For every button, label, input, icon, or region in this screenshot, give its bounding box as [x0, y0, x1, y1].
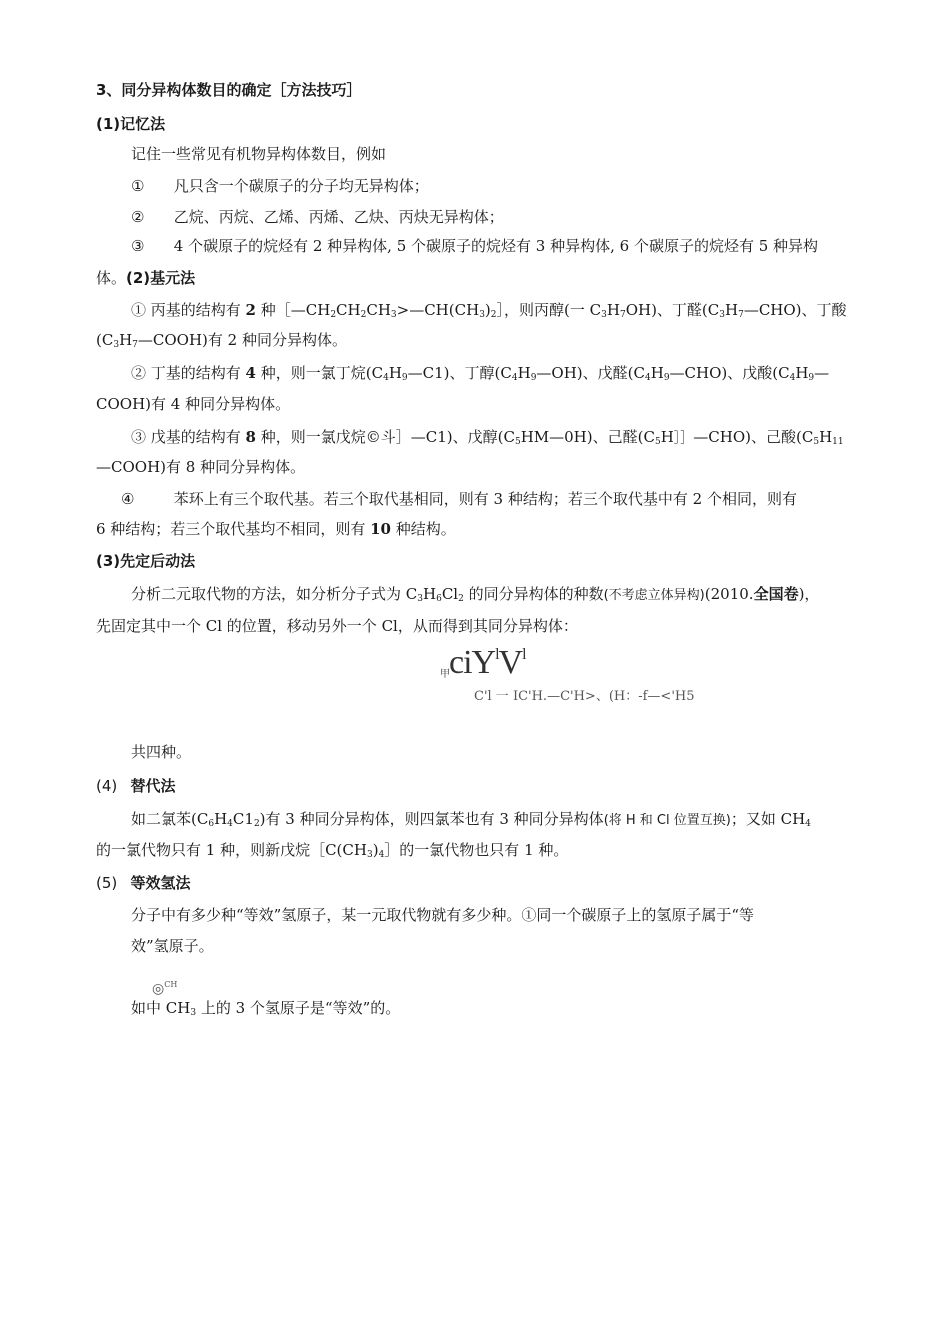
wrap-text: 体。 — [96, 269, 127, 287]
radical-line-2: $(C_3H_7—COOH)$有 2 种同分异构体。 — [96, 331, 347, 350]
equivalent-h-line-2: 效”氢原子。 — [131, 937, 214, 955]
radical-line-8: 6 种结构；若三个取代基均不相同，则有 10 种结构。 — [96, 520, 456, 538]
memory-item-3 — [131, 236, 818, 256]
section-title: 3、同分异构体数目的确定［方法技巧］ — [96, 81, 362, 99]
heading-radical-method: (2)基元法 — [126, 269, 196, 287]
item-number: ④ — [121, 490, 135, 508]
item-number: ① — [131, 177, 145, 195]
item-text: 乙烷、丙烷、乙烯、丙烯、乙炔、丙炔无异构体； — [173, 208, 504, 226]
memory-item-2 — [131, 207, 504, 227]
ring-glyph: ◎ — [152, 981, 165, 997]
toluene-structure-mark — [152, 980, 177, 997]
fix-move-line-2: 先固定其中一个 Cl 的位置，移动另外一个 Cl，从而得到其同分异构体： — [96, 617, 578, 635]
heading-equivalent-h-method — [96, 873, 191, 893]
radical-line-3: ② 丁基的结构有 4 种，则一氯丁烷$(C_4H_9—C1)$、丁醇$(C_4H_9—OH)$、戊醛$(C_4H_9—CHO)$、戊酸($C_4H_9—$ — [131, 364, 830, 383]
ch-label: CH — [164, 980, 178, 989]
fix-move-line-3: 共四种。 — [131, 743, 192, 761]
item-number: ③ — [131, 237, 145, 255]
item-text: 4 个碳原子的烷烃有 2 种异构体, 5 个碳原子的烷烃有 3 种异构体, 6 个碳原子的烷烃有 5 种异构 — [173, 237, 819, 255]
heading-memory-method: (1)记忆法 — [96, 115, 166, 133]
note-swap: (将 H 和 Cl 位置互换) — [603, 813, 731, 828]
heading-text: 等效氢法 — [130, 874, 191, 892]
radical-line-6: —COOH)有 8 种同分异构体。 — [96, 458, 306, 476]
structure-figure-bottom: C'l 一 IC'H.—C'H>、(H：-f—<'H5 — [474, 689, 695, 704]
equivalent-h-line-1: 分子中有多少种“等效”氢原子，某一元取代物就有多少种。①同一个碳原子上的氢原子属于“等 — [131, 906, 755, 924]
equivalent-h-line-3: 如中 $CH_3$ 上的 3 个氢原子是“等效”的。 — [131, 999, 401, 1018]
source-national-paper: 全国卷 — [753, 585, 799, 603]
substitution-line-1: 如二氯苯$(C_6H_4C1_2)$有 3 种同分异构体，则四氯苯也有 3 种同分异构体(将 H 和 Cl 位置互换)；又如 $CH_4$ — [131, 810, 811, 829]
item-text: 凡只含一个碳原子的分子均无异构体； — [173, 177, 429, 195]
heading-num: (4) — [96, 777, 118, 795]
item-number: ② — [131, 208, 145, 226]
heading-substitution-method — [96, 776, 176, 796]
radical-line-7 — [121, 489, 797, 509]
structure-figure-top: 甲$ciY^lV^l$ — [440, 644, 526, 681]
memory-intro: 记住一些常见有机物异构体数目，例如 — [131, 145, 387, 163]
radical-line-7-text: 苯环上有三个取代基。若三个取代基相同，则有 3 种结构；若三个取代基中有 2 个相同，则有 — [173, 490, 797, 508]
radical-line-5: ③ 戊基的结构有 8 种，则一氯戊烷©斗］—C1)、戊醇$(C_5HM—0H)$、己醛$(C_5H]]—CHO)$、己酸($C_5H_{11}$ — [131, 428, 844, 447]
heading-text: 替代法 — [130, 777, 176, 795]
year-ref: (2010. — [704, 585, 754, 603]
heading-num: (5) — [96, 874, 118, 892]
memory-item-1 — [131, 176, 429, 196]
memory-item-3-wrap — [96, 268, 195, 288]
fix-move-line-1: 分析二元取代物的方法，如分析分子式为 $C_3H_6Cl_2$ 的同分异构体的种数(不考虑立体异构)(2010.全国卷)， — [131, 585, 820, 604]
radical-line-4: COOH)有 4 种同分异构体。 — [96, 395, 291, 413]
punct: )， — [798, 585, 820, 603]
heading-fix-move-method: (3)先定后动法 — [96, 552, 196, 570]
radical-line-1: ① 丙基的结构有 2 种$[—CH_2CH_2CH_3>—CH(CH_3)_2]$，则丙醇(一 $C_3H_7OH$)、丁醛$(C_3H_7—CHO)$、丁酸 — [131, 301, 847, 320]
note-no-stereo: (不考虑立体异构) — [603, 588, 705, 603]
substitution-line-2: 的一氯代物只有 1 种，则新戊烷$[C(CH_3)_4]$的一氯代物也只有 1 种。 — [96, 841, 569, 860]
